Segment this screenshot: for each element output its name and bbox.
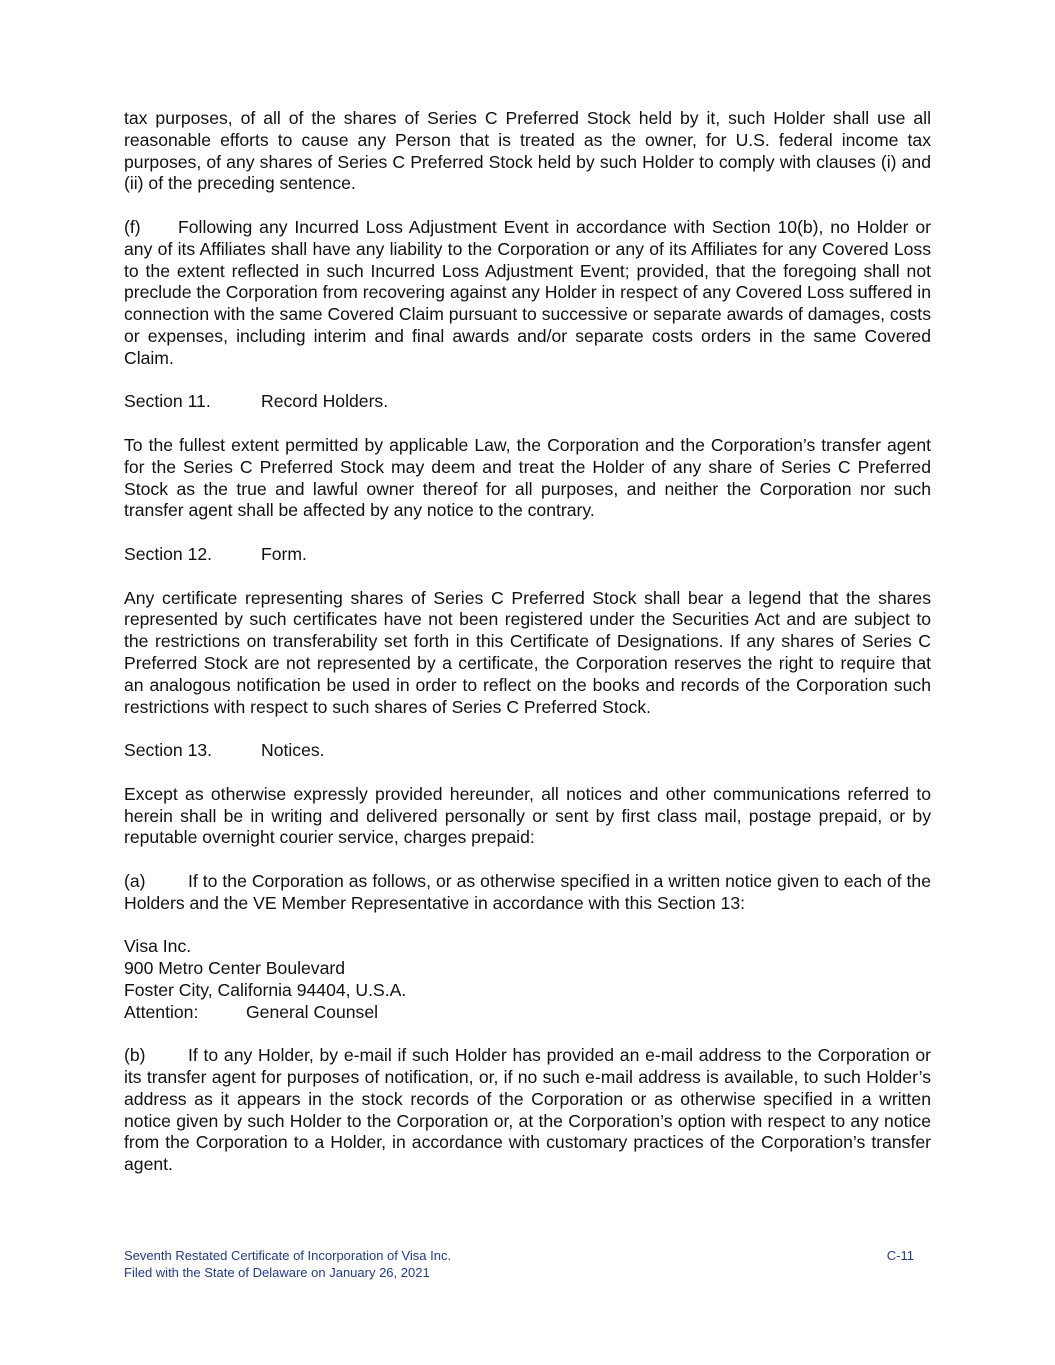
clause-a [124,871,931,915]
attention-value: General Counsel [246,1001,379,1022]
clause-a-label: (a) [124,870,146,891]
section-12-heading [124,544,931,566]
section-12-number: Section 12. [124,543,213,564]
section-11-number: Section 11. [124,391,211,412]
address-attention [124,1002,931,1024]
footer-filing-date: Filed with the State of Delaware on January 26, 2021 [124,1264,430,1280]
section-13-heading [124,740,931,762]
clause-f-text: Following any Incurred Loss Adjustment Event in accordance with Section 10(b), no Holder or any of its Affiliates shall have any liability to the Corporation or any of its Affiliates for any Covered Loss to the extent reflected in such Incurred Loss Adjustment Event; provided, that the foregoing shall not preclude the Corporation from recovering against any Holder in respect of any Covered Loss suffered in connection with the same Covered Claim pursuant to successive or separate awards of damages, costs or expenses, including interim and final awards and/or separate costs orders in the same Covered Claim. [124,216,931,368]
section-13-number: Section 13. [124,740,213,761]
address-company: Visa Inc. [124,936,192,957]
clause-b-text: If to any Holder, by e-mail if such Holder has provided an e-mail address to the Corporation or its transfer agent for purposes of notification, or, if no such e-mail address is available, to such Holder’s address as it appears in the stock records of the Corporation or as otherwise specified in a written notice given by such Holder to the Corporation or, at the Corporation’s option with respect to any notice from the Corporation to a Holder, in accordance with customary practices of the Corporation’s transfer agent. [124,1045,931,1175]
section-11-body: To the fullest extent permitted by applicable Law, the Corporation and the Corporation’s transfer agent for the Series C Preferred Stock may deem and treat the Holder of any share of Series C Preferred Stock as the true and lawful owner thereof for all purposes, and neither the Corporation nor such transfer agent shall be affected by any notice to the contrary. [124,434,931,521]
section-11-heading [124,391,931,413]
footer-title: Seventh Restated Certificate of Incorporation of Visa Inc. [124,1248,452,1263]
section-11-title: Record Holders. [261,391,389,412]
section-13-body: Except as otherwise expressly provided hereunder, all notices and other communications referred to herein shall be in writing and delivered personally or sent by first class mail, postage prepaid, or by reputable overnight courier service, charges prepaid: [124,783,931,848]
section-12-title: Form. [261,543,307,564]
page-number: C-11 [886,1248,914,1263]
clause-b [124,1045,931,1176]
clause-f [124,217,931,370]
document-page [124,108,931,1198]
attention-label: Attention: [124,1001,199,1022]
section-13-title: Notices. [261,740,325,761]
page-footer [124,1248,914,1281]
address-street: 900 Metro Center Boulevard [124,958,346,979]
paragraph-continuation: tax purposes, of all of the shares of Series C Preferred Stock held by it, such Holder shall use all reasonable efforts to cause any Person that is treated as the owner, for U.S. federal income tax purposes, of any shares of Series C Preferred Stock held by such Holder to comply with clauses (i) and (ii) of the preceding sentence. [124,108,931,194]
address-city: Foster City, California 94404, U.S.A. [124,979,407,1000]
clause-a-text: If to the Corporation as follows, or as otherwise specified in a written notice given to each of the Holders and the VE Member Representative in accordance with this Section 13: [124,870,931,913]
section-12-body: Any certificate representing shares of Series C Preferred Stock shall bear a legend that the shares represented by such certificates have not been registered under the Securities Act and are subject to the restrictions on transferability set forth in this Certificate of Designations. If any shares of Series C Preferred Stock are not represented by a certificate, the Corporation reserves the right to require that an analogous notification be used in order to reflect on the books and records of the Corporation such restrictions with respect to such shares of Series C Preferred Stock. [124,587,931,717]
clause-b-label: (b) [124,1045,146,1066]
corporation-address [124,936,931,1023]
clause-f-label: (f) [124,216,141,237]
